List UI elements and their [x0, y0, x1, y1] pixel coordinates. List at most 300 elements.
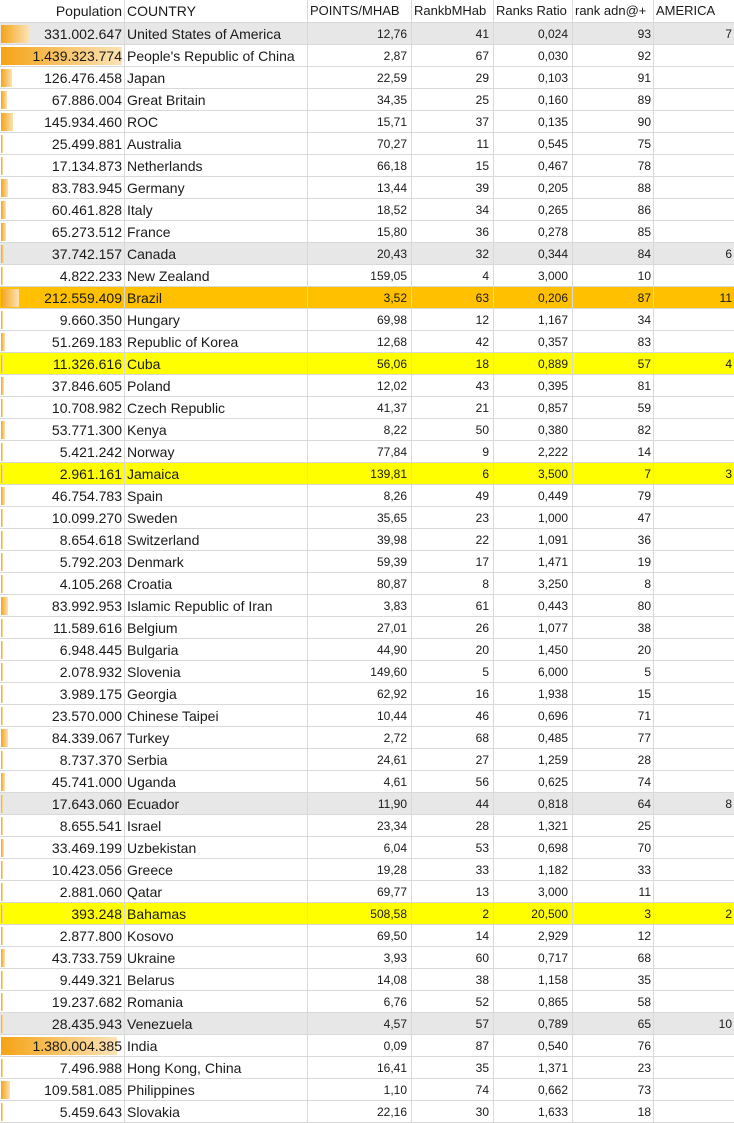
population-cell[interactable] [0, 661, 125, 683]
rank-adn-cell[interactable] [573, 859, 654, 881]
rank-mhab-cell[interactable] [412, 485, 494, 507]
points-cell[interactable] [308, 67, 412, 89]
america-cell[interactable] [654, 23, 734, 45]
header-america[interactable]: AMERICA [656, 3, 716, 18]
header-rank-adn[interactable]: rank adn@+ [573, 0, 654, 22]
rank-adn-cell[interactable] [573, 111, 654, 133]
america-cell[interactable] [654, 133, 734, 155]
population-cell[interactable] [0, 639, 125, 661]
population-cell[interactable] [0, 749, 125, 771]
country-cell[interactable] [125, 529, 308, 551]
points-cell[interactable] [308, 133, 412, 155]
rank-mhab-cell[interactable] [412, 89, 494, 111]
country-cell[interactable] [125, 221, 308, 243]
rank-mhab-cell[interactable] [412, 573, 494, 595]
ranks-ratio-cell[interactable] [494, 639, 573, 661]
population-cell[interactable] [0, 463, 125, 485]
rank-adn-cell[interactable] [573, 177, 654, 199]
rank-mhab-cell[interactable] [412, 925, 494, 947]
points-cell[interactable] [308, 155, 412, 177]
america-cell[interactable] [654, 309, 734, 331]
rank-adn-cell[interactable] [573, 969, 654, 991]
rank-adn-cell[interactable] [573, 221, 654, 243]
america-cell[interactable] [654, 177, 734, 199]
america-cell[interactable] [654, 881, 734, 903]
rank-mhab-cell[interactable] [412, 1013, 494, 1035]
country-cell[interactable] [125, 331, 308, 353]
population-cell[interactable] [0, 705, 125, 727]
rank-mhab-cell[interactable] [412, 133, 494, 155]
points-cell[interactable] [308, 419, 412, 441]
rank-mhab-cell[interactable] [412, 243, 494, 265]
rank-adn-cell[interactable] [573, 815, 654, 837]
rank-mhab-cell[interactable] [412, 1101, 494, 1123]
header-points[interactable]: POINTS/MHAB [308, 0, 412, 22]
population-cell[interactable] [0, 375, 125, 397]
population-cell[interactable] [0, 485, 125, 507]
rank-mhab-cell[interactable] [412, 771, 494, 793]
america-cell[interactable] [654, 485, 734, 507]
rank-adn-cell[interactable] [573, 705, 654, 727]
points-cell[interactable] [308, 595, 412, 617]
america-cell[interactable] [654, 67, 734, 89]
country-cell[interactable] [125, 793, 308, 815]
country-cell[interactable] [125, 639, 308, 661]
ranks-ratio-cell[interactable] [494, 815, 573, 837]
population-cell[interactable] [0, 683, 125, 705]
points-cell[interactable] [308, 903, 412, 925]
country-cell[interactable] [125, 243, 308, 265]
ranks-ratio-cell[interactable] [494, 1035, 573, 1057]
population-cell[interactable] [0, 23, 125, 45]
ranks-ratio-cell[interactable] [494, 331, 573, 353]
ranks-ratio-cell[interactable] [494, 661, 573, 683]
points-cell[interactable] [308, 353, 412, 375]
rank-mhab-cell[interactable] [412, 507, 494, 529]
america-cell[interactable] [654, 397, 734, 419]
population-cell[interactable] [0, 1057, 125, 1079]
ranks-ratio-cell[interactable] [494, 1057, 573, 1079]
rank-adn-cell[interactable] [573, 1101, 654, 1123]
country-cell[interactable] [125, 485, 308, 507]
country-cell[interactable] [125, 969, 308, 991]
ranks-ratio-cell[interactable] [494, 177, 573, 199]
points-cell[interactable] [308, 969, 412, 991]
points-cell[interactable] [308, 463, 412, 485]
points-cell[interactable] [308, 507, 412, 529]
america-cell[interactable] [654, 1057, 734, 1079]
header-rank-mhab[interactable]: RankbMHab [412, 0, 494, 22]
points-cell[interactable] [308, 639, 412, 661]
population-cell[interactable] [0, 265, 125, 287]
population-cell[interactable] [0, 1101, 125, 1123]
america-cell[interactable] [654, 287, 734, 309]
ranks-ratio-cell[interactable] [494, 595, 573, 617]
country-cell[interactable] [125, 595, 308, 617]
points-cell[interactable] [308, 859, 412, 881]
rank-mhab-cell[interactable] [412, 617, 494, 639]
america-cell[interactable] [654, 419, 734, 441]
country-cell[interactable] [125, 551, 308, 573]
country-cell[interactable] [125, 727, 308, 749]
rank-mhab-cell[interactable] [412, 67, 494, 89]
points-cell[interactable] [308, 661, 412, 683]
rank-adn-cell[interactable] [573, 441, 654, 463]
population-cell[interactable] [0, 507, 125, 529]
america-cell[interactable] [654, 683, 734, 705]
points-cell[interactable] [308, 309, 412, 331]
points-cell[interactable] [308, 529, 412, 551]
ranks-ratio-cell[interactable] [494, 683, 573, 705]
america-cell[interactable] [654, 45, 734, 67]
america-cell[interactable] [654, 551, 734, 573]
points-cell[interactable] [308, 793, 412, 815]
country-cell[interactable] [125, 1057, 308, 1079]
rank-mhab-cell[interactable] [412, 881, 494, 903]
country-cell[interactable] [125, 661, 308, 683]
points-cell[interactable] [308, 1101, 412, 1123]
country-cell[interactable] [125, 881, 308, 903]
ranks-ratio-cell[interactable] [494, 89, 573, 111]
america-cell[interactable] [654, 749, 734, 771]
ranks-ratio-cell[interactable] [494, 199, 573, 221]
population-cell[interactable] [0, 529, 125, 551]
rank-adn-cell[interactable] [573, 265, 654, 287]
country-cell[interactable] [125, 155, 308, 177]
points-cell[interactable] [308, 243, 412, 265]
rank-mhab-cell[interactable] [412, 375, 494, 397]
rank-adn-cell[interactable] [573, 419, 654, 441]
america-cell[interactable] [654, 375, 734, 397]
rank-adn-cell[interactable] [573, 683, 654, 705]
population-cell[interactable] [0, 441, 125, 463]
country-cell[interactable] [125, 1035, 308, 1057]
ranks-ratio-cell[interactable] [494, 441, 573, 463]
population-cell[interactable] [0, 133, 125, 155]
rank-adn-cell[interactable] [573, 573, 654, 595]
ranks-ratio-cell[interactable] [494, 463, 573, 485]
points-cell[interactable] [308, 749, 412, 771]
ranks-ratio-cell[interactable] [494, 903, 573, 925]
rank-mhab-cell[interactable] [412, 1057, 494, 1079]
points-cell[interactable] [308, 111, 412, 133]
rank-mhab-cell[interactable] [412, 749, 494, 771]
america-cell[interactable] [654, 573, 734, 595]
population-cell[interactable] [0, 947, 125, 969]
country-cell[interactable] [125, 1079, 308, 1101]
america-cell[interactable] [654, 243, 734, 265]
points-cell[interactable] [308, 705, 412, 727]
america-cell[interactable] [654, 639, 734, 661]
rank-adn-cell[interactable] [573, 947, 654, 969]
population-cell[interactable] [0, 727, 125, 749]
country-cell[interactable] [125, 1013, 308, 1035]
america-cell[interactable] [654, 793, 734, 815]
rank-mhab-cell[interactable] [412, 529, 494, 551]
header-population[interactable]: Population [0, 0, 125, 22]
population-cell[interactable] [0, 859, 125, 881]
ranks-ratio-cell[interactable] [494, 859, 573, 881]
rank-adn-cell[interactable] [573, 727, 654, 749]
america-cell[interactable] [654, 1079, 734, 1101]
america-cell[interactable] [654, 837, 734, 859]
points-cell[interactable] [308, 1013, 412, 1035]
points-cell[interactable] [308, 727, 412, 749]
rank-mhab-cell[interactable] [412, 639, 494, 661]
rank-adn-cell[interactable] [573, 1035, 654, 1057]
country-cell[interactable] [125, 1101, 308, 1123]
rank-adn-cell[interactable] [573, 463, 654, 485]
rank-mhab-cell[interactable] [412, 661, 494, 683]
population-cell[interactable] [0, 1079, 125, 1101]
rank-mhab-cell[interactable] [412, 155, 494, 177]
population-cell[interactable] [0, 793, 125, 815]
rank-adn-cell[interactable] [573, 595, 654, 617]
ranks-ratio-cell[interactable] [494, 617, 573, 639]
points-cell[interactable] [308, 947, 412, 969]
rank-adn-cell[interactable] [573, 881, 654, 903]
ranks-ratio-cell[interactable] [494, 23, 573, 45]
country-cell[interactable] [125, 925, 308, 947]
rank-mhab-cell[interactable] [412, 177, 494, 199]
ranks-ratio-cell[interactable] [494, 45, 573, 67]
points-cell[interactable] [308, 221, 412, 243]
points-cell[interactable] [308, 1035, 412, 1057]
america-cell[interactable] [654, 925, 734, 947]
ranks-ratio-cell[interactable] [494, 67, 573, 89]
header-ranks-ratio[interactable]: Ranks Ratio [494, 0, 573, 22]
rank-mhab-cell[interactable] [412, 815, 494, 837]
country-cell[interactable] [125, 617, 308, 639]
population-cell[interactable] [0, 617, 125, 639]
america-cell[interactable] [654, 859, 734, 881]
america-cell[interactable] [654, 111, 734, 133]
points-cell[interactable] [308, 485, 412, 507]
ranks-ratio-cell[interactable] [494, 947, 573, 969]
country-cell[interactable] [125, 287, 308, 309]
population-cell[interactable] [0, 89, 125, 111]
population-cell[interactable] [0, 969, 125, 991]
points-cell[interactable] [308, 23, 412, 45]
america-cell[interactable] [654, 89, 734, 111]
ranks-ratio-cell[interactable] [494, 551, 573, 573]
america-cell[interactable] [654, 507, 734, 529]
points-cell[interactable] [308, 89, 412, 111]
ranks-ratio-cell[interactable] [494, 397, 573, 419]
america-cell[interactable] [654, 595, 734, 617]
rank-adn-cell[interactable] [573, 749, 654, 771]
country-cell[interactable] [125, 353, 308, 375]
rank-adn-cell[interactable] [573, 375, 654, 397]
america-cell[interactable] [654, 1101, 734, 1123]
ranks-ratio-cell[interactable] [494, 573, 573, 595]
america-cell[interactable] [654, 441, 734, 463]
country-cell[interactable] [125, 177, 308, 199]
rank-adn-cell[interactable] [573, 793, 654, 815]
rank-mhab-cell[interactable] [412, 551, 494, 573]
population-cell[interactable] [0, 111, 125, 133]
rank-adn-cell[interactable] [573, 331, 654, 353]
rank-mhab-cell[interactable] [412, 991, 494, 1013]
population-cell[interactable] [0, 287, 125, 309]
points-cell[interactable] [308, 287, 412, 309]
america-cell[interactable] [654, 727, 734, 749]
america-cell[interactable] [654, 991, 734, 1013]
population-cell[interactable] [0, 771, 125, 793]
rank-mhab-cell[interactable] [412, 265, 494, 287]
country-cell[interactable] [125, 265, 308, 287]
points-cell[interactable] [308, 991, 412, 1013]
country-cell[interactable] [125, 771, 308, 793]
country-cell[interactable] [125, 111, 308, 133]
country-cell[interactable] [125, 375, 308, 397]
country-cell[interactable] [125, 815, 308, 837]
country-cell[interactable] [125, 397, 308, 419]
rank-mhab-cell[interactable] [412, 727, 494, 749]
ranks-ratio-cell[interactable] [494, 881, 573, 903]
ranks-ratio-cell[interactable] [494, 991, 573, 1013]
population-cell[interactable] [0, 243, 125, 265]
population-cell[interactable] [0, 221, 125, 243]
rank-adn-cell[interactable] [573, 529, 654, 551]
rank-adn-cell[interactable] [573, 67, 654, 89]
america-cell[interactable] [654, 969, 734, 991]
ranks-ratio-cell[interactable] [494, 925, 573, 947]
country-cell[interactable] [125, 705, 308, 727]
rank-adn-cell[interactable] [573, 551, 654, 573]
country-cell[interactable] [125, 683, 308, 705]
country-cell[interactable] [125, 89, 308, 111]
ranks-ratio-cell[interactable] [494, 111, 573, 133]
population-cell[interactable] [0, 199, 125, 221]
ranks-ratio-cell[interactable] [494, 1079, 573, 1101]
rank-mhab-cell[interactable] [412, 221, 494, 243]
america-cell[interactable] [654, 353, 734, 375]
america-cell[interactable] [654, 771, 734, 793]
rank-mhab-cell[interactable] [412, 859, 494, 881]
america-cell[interactable] [654, 661, 734, 683]
country-cell[interactable] [125, 749, 308, 771]
rank-mhab-cell[interactable] [412, 199, 494, 221]
country-cell[interactable] [125, 463, 308, 485]
rank-adn-cell[interactable] [573, 353, 654, 375]
ranks-ratio-cell[interactable] [494, 969, 573, 991]
country-cell[interactable] [125, 419, 308, 441]
points-cell[interactable] [308, 1079, 412, 1101]
rank-adn-cell[interactable] [573, 771, 654, 793]
rank-mhab-cell[interactable] [412, 441, 494, 463]
points-cell[interactable] [308, 199, 412, 221]
rank-mhab-cell[interactable] [412, 705, 494, 727]
ranks-ratio-cell[interactable] [494, 287, 573, 309]
america-cell[interactable] [654, 529, 734, 551]
population-cell[interactable] [0, 573, 125, 595]
country-cell[interactable] [125, 837, 308, 859]
rank-adn-cell[interactable] [573, 89, 654, 111]
country-cell[interactable] [125, 859, 308, 881]
rank-mhab-cell[interactable] [412, 353, 494, 375]
population-cell[interactable] [0, 155, 125, 177]
points-cell[interactable] [308, 815, 412, 837]
points-cell[interactable] [308, 331, 412, 353]
rank-mhab-cell[interactable] [412, 111, 494, 133]
header-country[interactable]: COUNTRY [125, 0, 308, 22]
ranks-ratio-cell[interactable] [494, 529, 573, 551]
population-cell[interactable] [0, 177, 125, 199]
points-cell[interactable] [308, 925, 412, 947]
ranks-ratio-cell[interactable] [494, 485, 573, 507]
points-cell[interactable] [308, 397, 412, 419]
rank-mhab-cell[interactable] [412, 309, 494, 331]
ranks-ratio-cell[interactable] [494, 1101, 573, 1123]
rank-adn-cell[interactable] [573, 1013, 654, 1035]
america-cell[interactable] [654, 463, 734, 485]
rank-mhab-cell[interactable] [412, 903, 494, 925]
rank-adn-cell[interactable] [573, 23, 654, 45]
population-cell[interactable] [0, 1035, 125, 1057]
population-cell[interactable] [0, 309, 125, 331]
ranks-ratio-cell[interactable] [494, 309, 573, 331]
points-cell[interactable] [308, 375, 412, 397]
rank-adn-cell[interactable] [573, 903, 654, 925]
rank-mhab-cell[interactable] [412, 683, 494, 705]
rank-adn-cell[interactable] [573, 617, 654, 639]
rank-mhab-cell[interactable] [412, 969, 494, 991]
america-cell[interactable] [654, 903, 734, 925]
country-cell[interactable] [125, 441, 308, 463]
points-cell[interactable] [308, 441, 412, 463]
points-cell[interactable] [308, 837, 412, 859]
america-cell[interactable] [654, 947, 734, 969]
rank-adn-cell[interactable] [573, 485, 654, 507]
rank-adn-cell[interactable] [573, 1057, 654, 1079]
america-cell[interactable] [654, 199, 734, 221]
points-cell[interactable] [308, 1057, 412, 1079]
rank-mhab-cell[interactable] [412, 595, 494, 617]
country-cell[interactable] [125, 573, 308, 595]
rank-mhab-cell[interactable] [412, 419, 494, 441]
rank-mhab-cell[interactable] [412, 463, 494, 485]
country-cell[interactable] [125, 23, 308, 45]
ranks-ratio-cell[interactable] [494, 243, 573, 265]
rank-adn-cell[interactable] [573, 639, 654, 661]
rank-mhab-cell[interactable] [412, 1035, 494, 1057]
rank-mhab-cell[interactable] [412, 23, 494, 45]
points-cell[interactable] [308, 617, 412, 639]
points-cell[interactable] [308, 177, 412, 199]
rank-adn-cell[interactable] [573, 243, 654, 265]
population-cell[interactable] [0, 903, 125, 925]
ranks-ratio-cell[interactable] [494, 837, 573, 859]
country-cell[interactable] [125, 67, 308, 89]
population-cell[interactable] [0, 67, 125, 89]
points-cell[interactable] [308, 881, 412, 903]
ranks-ratio-cell[interactable] [494, 353, 573, 375]
population-cell[interactable] [0, 1013, 125, 1035]
points-cell[interactable] [308, 683, 412, 705]
rank-mhab-cell[interactable] [412, 397, 494, 419]
population-cell[interactable] [0, 45, 125, 67]
rank-adn-cell[interactable] [573, 133, 654, 155]
america-cell[interactable] [654, 1035, 734, 1057]
rank-adn-cell[interactable] [573, 925, 654, 947]
ranks-ratio-cell[interactable] [494, 375, 573, 397]
country-cell[interactable] [125, 991, 308, 1013]
rank-mhab-cell[interactable] [412, 947, 494, 969]
rank-adn-cell[interactable] [573, 45, 654, 67]
country-cell[interactable] [125, 903, 308, 925]
ranks-ratio-cell[interactable] [494, 771, 573, 793]
